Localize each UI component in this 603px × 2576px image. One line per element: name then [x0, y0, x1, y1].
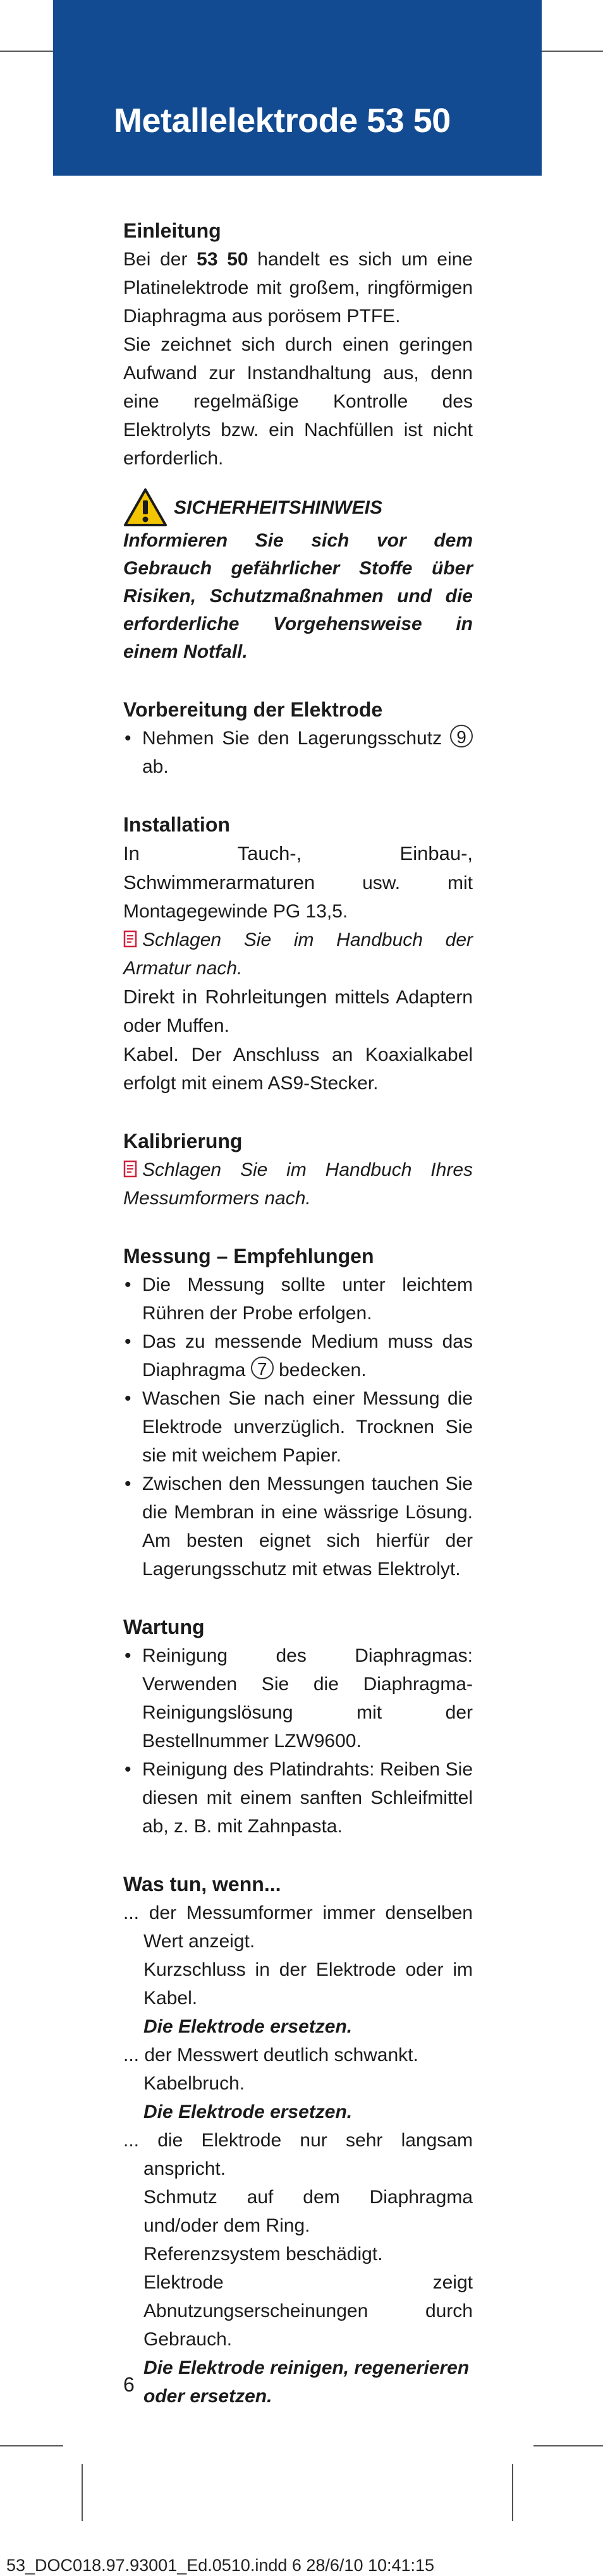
safety-section [123, 488, 473, 666]
maint-heading: Wartung [123, 1616, 205, 1638]
part-number-badge: 7 [251, 1357, 274, 1379]
cause: Schmutz auf dem Diaphragma und/oder dem Ring. [143, 2187, 473, 2236]
part-number-badge: 9 [450, 725, 473, 747]
measure-section [123, 1242, 473, 1583]
book-reference-icon [123, 929, 137, 948]
symptom: ... der Messwert deutlich schwankt. [123, 2045, 418, 2065]
prep-heading: Vorbereitung der Elektrode [123, 698, 383, 721]
list-text: ab. [142, 756, 169, 777]
document-body [123, 216, 473, 2410]
list-text: Das zu messende Medium muss das Diaphragma [142, 1331, 473, 1381]
cause: Referenzsystem beschädigt. [143, 2244, 383, 2265]
prep-section [123, 695, 473, 781]
remedy: Die Elektrode ersetzen. [143, 2101, 353, 2122]
calib-heading: Kalibrierung [123, 1130, 243, 1152]
intro-text: handelt es sich um eine Platinelektrode mit großem, ringförmigen Diaphragma aus porösem PTFE. [123, 249, 473, 327]
install-reference [123, 926, 473, 983]
install-lead: In Tauch-, Einbau-, Schwimmerarmaturen [123, 842, 473, 893]
list-text: Nehmen Sie den Lagerungsschutz [142, 728, 450, 749]
trouble-section [123, 1870, 473, 2410]
model-number: 53 50 [197, 249, 248, 270]
crop-mark [0, 2445, 63, 2446]
safety-title [123, 488, 473, 527]
list-item: • Die Messung sollte unter leichtem Rühren der Probe erfolgen. [123, 1271, 473, 1327]
intro-heading: Einleitung [123, 219, 221, 242]
list-item: • Reinigung des Diaphragmas: Verwenden Sie die Diaphragma-Reinigungslösung mit der Bestellnummer LZW9600. [123, 1642, 473, 1755]
install-paragraph-2 [123, 983, 473, 1040]
install-text: Der Anschluss an Koaxialkabel erfolgt mit einem AS9-Stecker. [123, 1044, 473, 1094]
intro-section [123, 216, 473, 473]
calib-ref-text: Schlagen Sie im Handbuch Ihres Messumformers nach. [123, 1159, 473, 1209]
intro-text: Bei der [123, 249, 197, 270]
crop-mark [82, 2464, 83, 2521]
calib-reference [123, 1156, 473, 1212]
cause: Kurzschluss in der Elektrode oder im Kabel. [143, 1959, 473, 2009]
maint-section [123, 1612, 473, 1841]
install-heading: Installation [123, 813, 230, 836]
list-item [123, 1327, 473, 1384]
safety-title-text: SICHERHEITSHINWEIS [174, 497, 383, 518]
install-ref-text: Schlagen Sie im Handbuch der Armatur nach. [123, 929, 473, 979]
cause: Elektrode zeigt Abnutzungserscheinungen durch Gebrauch. [143, 2272, 473, 2350]
list-item: • Zwischen den Messungen tauchen Sie die Membran in eine wässrige Lösung. Am besten eignet sich hierfür der Lagerungsschutz mit etwas Elektrolyt. [123, 1470, 473, 1583]
measure-heading: Messung – Empfehlungen [123, 1245, 374, 1267]
crop-mark [512, 2464, 513, 2521]
symptom: ... der Messumformer immer denselben Wert anzeigt. [123, 1902, 473, 1952]
install-lead: Kabel. [123, 1043, 179, 1065]
install-text: usw. mit Montagegewinde PG 13,5. [123, 873, 473, 922]
book-reference-icon [123, 1159, 137, 1178]
list-item: • Reinigung des Platindrahts: Reiben Sie diesen mit einem sanften Schleifmittel ab, z. B. mit Zahnpasta. [123, 1755, 473, 1841]
install-text: mittels Adaptern oder Muffen. [123, 987, 473, 1036]
list-text: bedecken. [273, 1360, 367, 1381]
symptom: ... die Elektrode nur sehr langsam anspricht. [123, 2130, 473, 2179]
measure-list [123, 1271, 473, 1583]
maint-list [123, 1642, 473, 1841]
calib-section [123, 1127, 473, 1212]
header-band [53, 0, 542, 176]
install-section [123, 810, 473, 1098]
install-paragraph-3 [123, 1040, 473, 1098]
cause: Kabelbruch. [143, 2073, 245, 2094]
install-lead: Direkt in Rohrleitungen [123, 986, 327, 1008]
crop-mark [533, 2445, 603, 2446]
remedy: Die Elektrode reinigen, regenerieren oder ersetzen. [143, 2357, 470, 2407]
trouble-heading: Was tun, wenn... [123, 1873, 281, 1896]
remedy: Die Elektrode ersetzen. [143, 2016, 353, 2037]
intro-paragraph-2: Sie zeichnet sich durch einen geringen Aufwand zur Instandhaltung aus, denn eine regelmäßige Kontrolle des Elektrolyts bzw. ein Nachfüllen ist nicht erforderlich. [123, 334, 473, 469]
page-number: 6 [123, 2373, 135, 2396]
print-slug: 53_DOC018.97.93001_Ed.0510.indd 6 28/6/10 10:41:15 [6, 2556, 435, 2575]
list-item: • Waschen Sie nach einer Messung die Elektrode unverzüglich. Trocknen Sie sie mit weichem Papier. [123, 1384, 473, 1470]
warning-triangle-icon [123, 488, 168, 527]
safety-text: Informieren Sie sich vor dem Gebrauch gefährlicher Stoffe über Risiken, Schutzmaßnahmen und die erforderliche Vorgehensweise in einem Notfall. [123, 530, 473, 662]
page-title: Metallelektrode 53 50 [114, 102, 451, 140]
list-item [123, 724, 473, 781]
crop-mark [533, 51, 603, 52]
prep-list [123, 724, 473, 781]
install-paragraph-1 [123, 839, 473, 926]
intro-paragraph-1 [123, 245, 473, 330]
